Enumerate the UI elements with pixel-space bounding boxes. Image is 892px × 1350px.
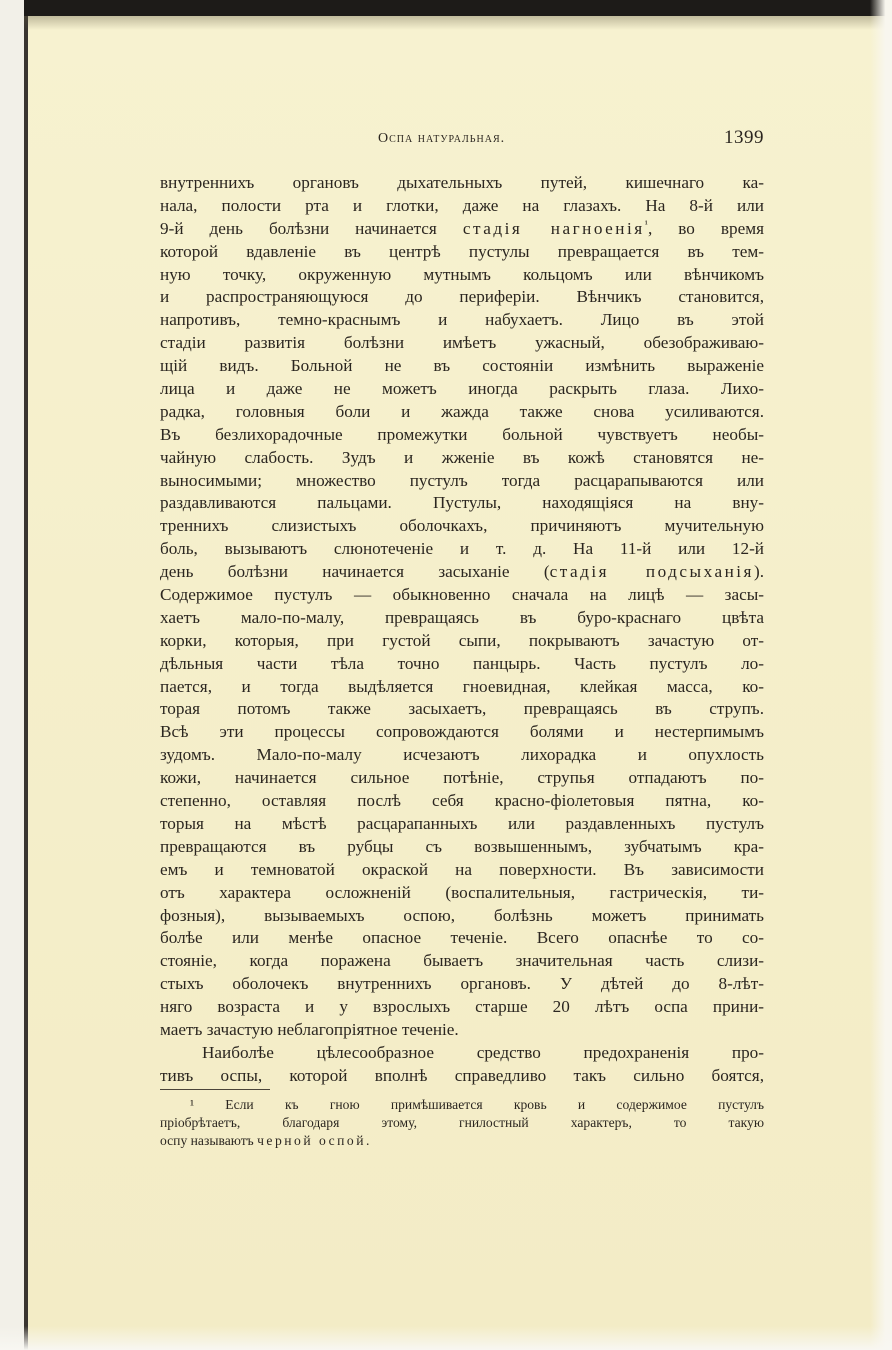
text-segment: превращаются въ рубцы съ возвышеннымъ, зубчатымъ кра-: [160, 836, 764, 856]
text-segment: стыхъ оболочекъ внутреннихъ органовъ. У дѣтей до 8-лѣт-: [160, 974, 764, 994]
text-segment: Въ безлихорадочные промежутки больной чувствуетъ необы-: [160, 424, 764, 444]
text-segment: 9-й день болѣзни начинается: [160, 218, 463, 238]
text-segment: лица и даже не можетъ иногда раскрыть глаза. Лихо-: [160, 379, 764, 399]
text-segment: раздавливаются пальцами. Пустулы, находящіяся на вну-: [160, 493, 764, 513]
text-line: [160, 241, 764, 264]
text-line: [160, 447, 764, 470]
text-segment: степенно, оставляя послѣ себя красно-фіолетовыя пятна, ко-: [160, 791, 764, 811]
text-segment: боль, вызываютъ слюнотеченіе и т. д. На 11-й или 12-й: [160, 539, 764, 559]
text-line: [160, 882, 764, 905]
text-line: [160, 492, 764, 515]
text-line: [160, 973, 764, 996]
text-line: [160, 309, 764, 332]
text-line: [160, 653, 764, 676]
text-segment: напротивъ, темно-краснымъ и набухаетъ. Лицо въ этой: [160, 310, 764, 330]
text-line: [160, 470, 764, 493]
text-line: [160, 905, 764, 928]
page-gutter-edge: [24, 0, 28, 1350]
text-line: [160, 378, 764, 401]
page-number: 1399: [724, 127, 764, 148]
text-segment: , во время: [647, 218, 764, 238]
scan-top-border: [24, 0, 892, 16]
text-segment: Наиболѣе цѣлесообразное средство предохраненія про-: [202, 1042, 764, 1062]
text-segment: отъ характера осложненій (воспалительныя, гастрическія, ти-: [160, 882, 764, 902]
text-segment: ¹ Если къ гною примѣшивается кровь и содержимое пустулъ: [190, 1097, 764, 1112]
footnote-rule: [160, 1089, 270, 1090]
text-segment: нала, полости рта и глотки, даже на глазахъ. На 8-й или: [160, 195, 764, 215]
running-head: [160, 125, 764, 155]
text-line: [160, 676, 764, 699]
text-segment: ную точку, окруженную мутнымъ кольцомъ или вѣнчикомъ: [160, 264, 764, 284]
text-segment: стадіи развитія болѣзни имѣетъ ужасный, обезображиваю-: [160, 333, 764, 353]
text-line: [160, 744, 764, 767]
text-segment: Содержимое пустулъ — обыкновенно сначала на лицѣ — засы-: [160, 585, 764, 605]
text-segment: емъ и темноватой окраской на поверхности. Въ зависимости: [160, 859, 764, 879]
text-line: [160, 813, 764, 836]
text-line: [160, 859, 764, 882]
text-segment: треннихъ слизистыхъ оболочкахъ, причиняютъ мучительную: [160, 516, 764, 536]
text-line: [160, 927, 764, 950]
text-line: [160, 1065, 764, 1088]
text-segment: болѣе или менѣе опасное теченіе. Всего опаснѣе то со-: [160, 928, 764, 948]
text-segment: хаетъ мало-по-малу, превращаясь въ буро-краснаго цвѣта: [160, 607, 764, 627]
scan-left-margin: [0, 0, 24, 1350]
text-segment: стояніе, когда поражена бываетъ значительная часть слизи-: [160, 951, 764, 971]
footnote-line: [160, 1132, 764, 1150]
text-segment: тивъ оспы, которой вполнѣ справедливо такъ сильно боятся,: [160, 1065, 764, 1085]
text-line: [160, 561, 764, 584]
text-segment: которой вдавленіе въ центрѣ пустулы превращается въ тем-: [160, 241, 764, 261]
body-text: [160, 172, 764, 1088]
text-segment: ).: [753, 562, 764, 582]
text-line: [160, 515, 764, 538]
text-segment: день болѣзни начинается засыханіе (: [160, 562, 550, 582]
text-segment: торыя на мѣстѣ расцарапанныхъ или раздавленныхъ пустулъ: [160, 813, 764, 833]
text-line: [160, 836, 764, 859]
text-line: [160, 264, 764, 287]
text-segment: .: [366, 1133, 370, 1148]
text-line: [160, 790, 764, 813]
text-line: [160, 401, 764, 424]
scan-bottom-margin: [0, 1326, 892, 1350]
text-segment: кожи, начинается сильное потѣніе, струпья отпадаютъ по-: [160, 768, 764, 788]
running-title: Оспа натуральная.: [378, 131, 506, 146]
text-line: [160, 767, 764, 790]
text-line: [160, 721, 764, 744]
text-segment: выносимыми; множество пустулъ тогда расцарапываются или: [160, 470, 764, 490]
text-segment: няго возраста и у взрослыхъ старше 20 лѣтъ оспа прини-: [160, 997, 764, 1017]
text-line: [160, 355, 764, 378]
text-line: [160, 1019, 764, 1042]
text-line: [160, 630, 764, 653]
text-segment: зудомъ. Мало-по-малу исчезаютъ лихорадка и опухлость: [160, 745, 764, 765]
emphasized-term: стадія нагноенія: [462, 218, 645, 238]
emphasized-term: черной оспой: [257, 1133, 367, 1148]
footnote: [160, 1096, 764, 1150]
text-segment: чайную слабость. Зудъ и жженіе въ кожѣ становятся не-: [160, 447, 764, 467]
text-line: [160, 607, 764, 630]
text-segment: маетъ зачастую неблагопріятное теченіе.: [160, 1019, 459, 1039]
text-segment: Всѣ эти процессы сопровождаются болями и нестерпимымъ: [160, 722, 764, 742]
text-line: [160, 195, 764, 218]
text-line: [160, 698, 764, 721]
text-segment: внутреннихъ органовъ дыхательныхъ путей, кишечнаго ка-: [160, 173, 764, 192]
emphasized-term: стадія подсыханія: [549, 562, 754, 582]
text-line: [160, 950, 764, 973]
footnote-line: [160, 1114, 764, 1132]
text-segment: оспу называютъ: [160, 1133, 258, 1148]
scan-right-margin: [870, 0, 892, 1350]
text-line: [160, 424, 764, 447]
text-segment: фозныя), вызываемыхъ оспою, болѣзнь можетъ принимать: [160, 905, 764, 925]
text-segment: радка, головныя боли и жажда также снова усиливаются.: [160, 401, 764, 421]
text-line: [160, 538, 764, 561]
footnote-marker: ¹: [644, 218, 648, 231]
text-segment: пріобрѣтаетъ, благодаря этому, гнилостный характеръ, то такую: [160, 1115, 764, 1130]
text-line: [160, 996, 764, 1019]
text-line: [160, 286, 764, 309]
text-segment: и распространяющуюся до периферіи. Вѣнчикъ становится,: [160, 287, 764, 307]
text-line: [160, 172, 764, 195]
text-line: [160, 332, 764, 355]
text-segment: дѣльныя части тѣла точно панцырь. Часть пустулъ ло-: [160, 653, 764, 673]
text-line: [160, 1042, 764, 1065]
text-line: [160, 218, 764, 241]
text-segment: корки, которыя, при густой сыпи, покрываютъ зачастую от-: [160, 630, 764, 650]
text-segment: торая потомъ также засыхаетъ, превращаясь въ струпъ.: [160, 699, 764, 719]
text-segment: щій видъ. Больной не въ состояніи измѣнить выраженіе: [160, 356, 764, 376]
text-line: [160, 584, 764, 607]
footnote-line: [160, 1096, 764, 1114]
scan-top-shadow: [24, 16, 892, 30]
text-segment: пается, и тогда выдѣляется гноевидная, клейкая масса, ко-: [160, 676, 764, 696]
